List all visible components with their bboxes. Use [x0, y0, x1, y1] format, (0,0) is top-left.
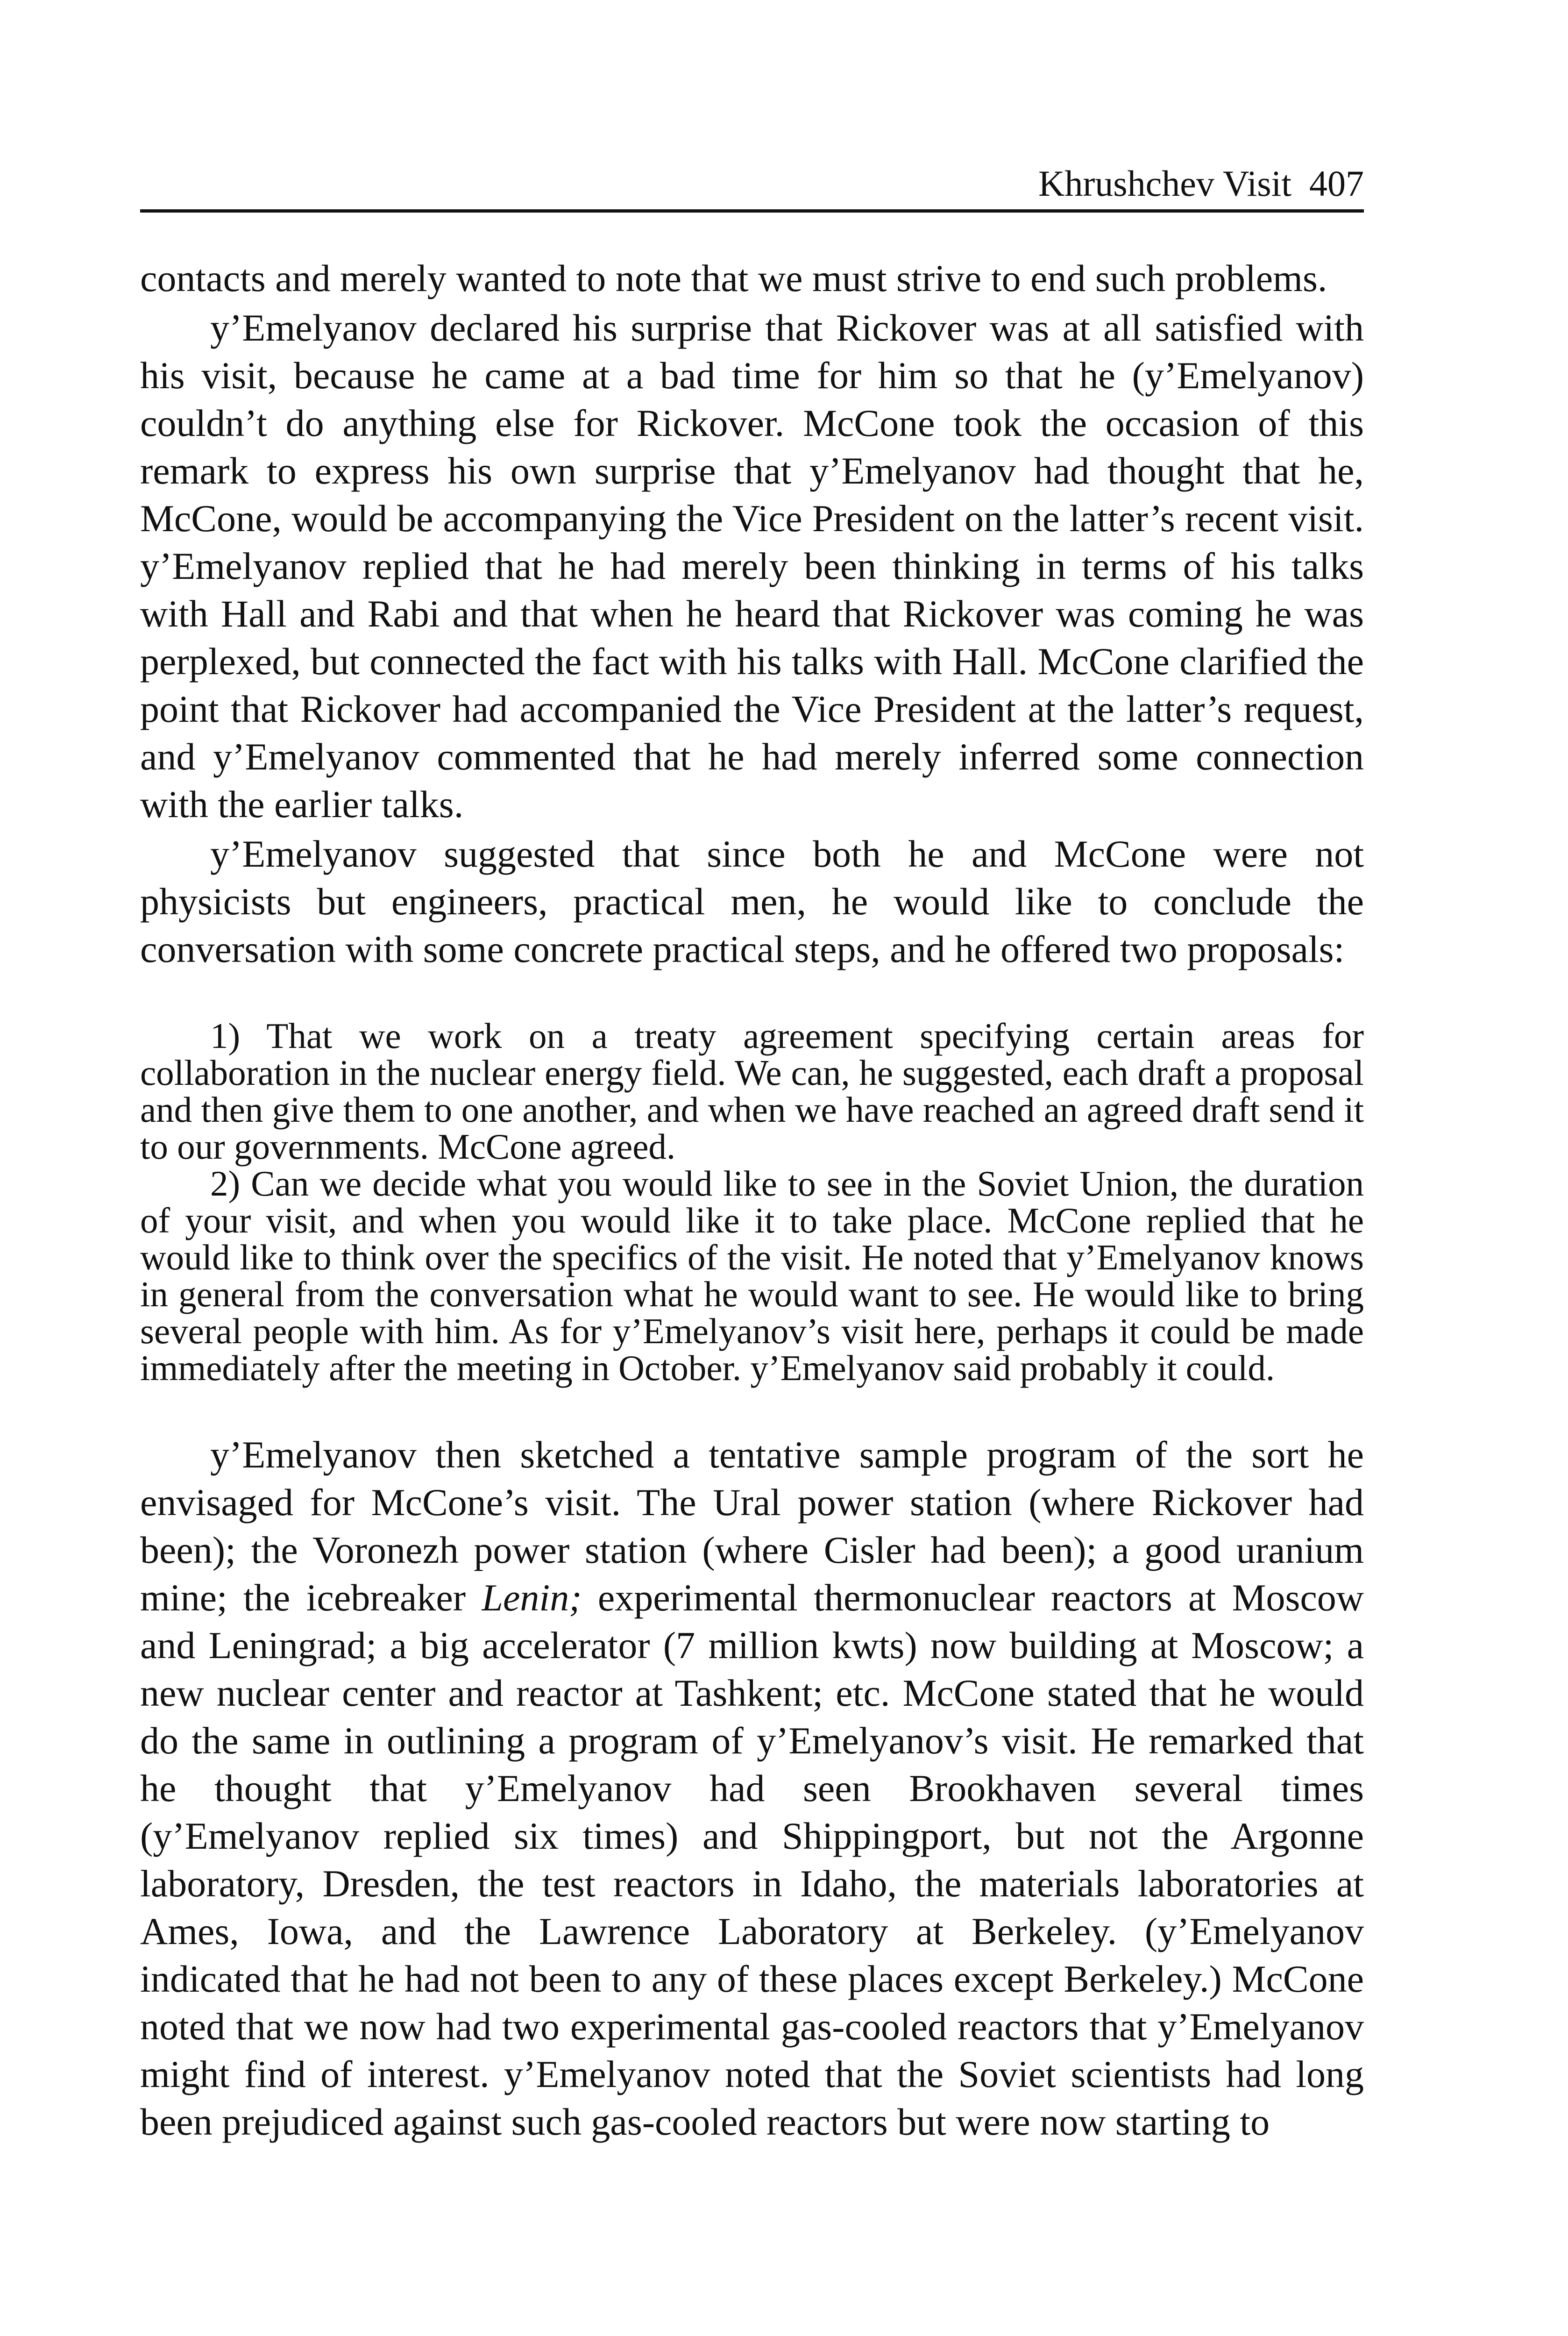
paragraph-continued: contacts and merely wanted to note that we must strive to end such problems. — [140, 257, 1327, 299]
program-text-rest: experimental thermonuclear reactors at Moscow and Leningrad; a big accelerator (7 million kwts) now building at Moscow; a new nuclear center and reactor at Tashkent; etc. McCone stated that he would do the same in outlining a program of y’Emelyanov’s visit. He remarked that he thought that y’Emelyanov had seen Brookhaven several times (y’Emelyanov replied six times) and Shippingport, but not the Argonne laboratory, Dresden, the test reactors in Idaho, the materials laboratories at Ames, Iowa, and the Lawrence Laboratory at Berkeley. (y’Emelyanov indicated that he had not been to any of these places except Berkeley.) McCone noted that we now had two experimental gas-cooled reactors that y’Emelyanov might find of interest. y’Emelyanov noted that the Soviet scientists had long been prejudiced against such gas-cooled reactors but were now starting to — [140, 1576, 1364, 2143]
proposals-block — [140, 1018, 1364, 1387]
proposal-2: 2) Can we decide what you would like to see in the Soviet Union, the duration of your visit, and when you would like it to take place. McCone replied that he would like to think over the specifics of the visit. He noted that y’Emelyanov knows in general from the conversation what he would want to see. He would like to bring several people with him. As for y’Emelyanov’s visit here, perhaps it could be made immediately after the meeting in October. y’Emelyanov said probably it could. — [140, 1163, 1364, 1388]
header-text — [1038, 161, 1364, 206]
paragraph-rickover-visit: y’Emelyanov declared his surprise that Rickover was at all satisfied with his visit, because he came at a bad time for him so that he (y’Emelyanov) couldn’t do anything else for Rickover. McCone took the occasion of this remark to express his own surprise that y’Emelyanov had thought that he, McCone, would be accompanying the Vice President on the latter’s recent visit. y’Emelyanov replied that he had merely been thinking in terms of his talks with Hall and Rabi and that when he heard that Rickover was coming he was perplexed, but connected the fact with his talks with Hall. McCone clarified the point that Rickover had accompanied the Vice President at the latter’s request, and y’Emelyanov commented that he had merely inferred some connection with the earlier talks. — [140, 306, 1364, 826]
paragraph-sample-program — [140, 1431, 1364, 2146]
header-title: Khrushchev Visit — [1038, 163, 1291, 204]
running-header — [140, 161, 1364, 213]
program-text-start: y’Emelyanov then sketched a tentative sample program of the sort he envisaged for McCone’s visit. The Ural power station (where Rickover had been); the Voronezh power station (where Cisler had been); a good uranium mine; the icebreaker — [140, 1433, 1364, 1619]
icebreaker-name: Lenin; — [482, 1576, 582, 1619]
page-number: 407 — [1309, 163, 1364, 204]
paragraph-proposals-intro: y’Emelyanov suggested that since both he and McCone were not physicists but engineers, practical men, he would like to conclude the conversation with some concrete practical steps, and he offered two proposals: — [140, 833, 1364, 970]
proposal-1: 1) That we work on a treaty agreement specifying certain areas for collaboration in the nuclear energy field. We can, he suggested, each draft a proposal and then give them to one another, and when we have reached an agreed draft send it to our governments. McCone agreed. — [140, 1016, 1364, 1167]
body-text — [140, 255, 1364, 2146]
